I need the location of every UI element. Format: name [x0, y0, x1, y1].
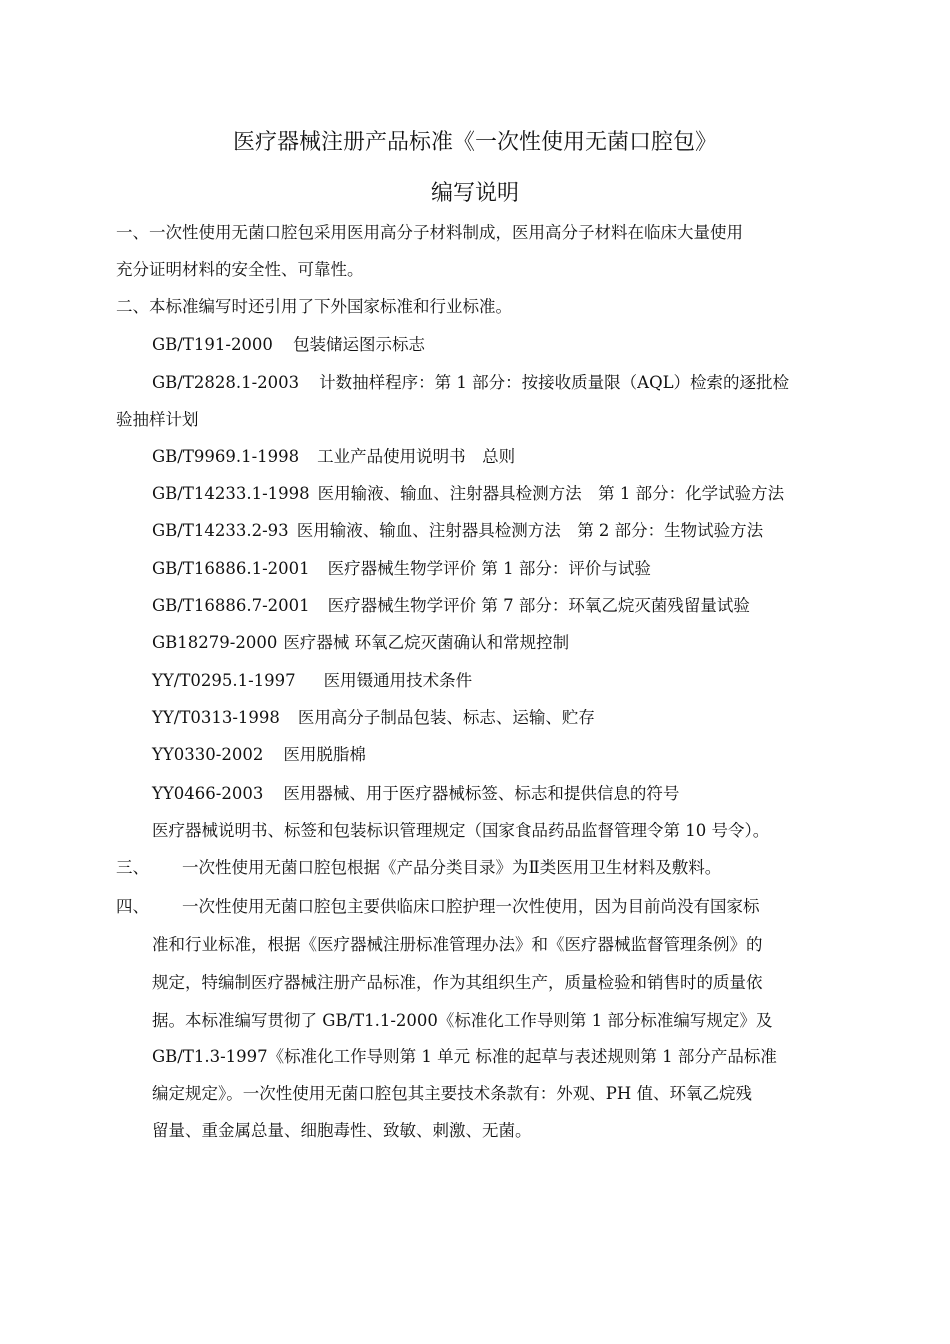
- section4-line: GB/T1.3-1997《标准化工作导则第 1 单元 标准的起草与表述规则第 1 部分产品标准: [152, 1047, 777, 1066]
- standard-item: [152, 520, 763, 542]
- standard-item: [152, 595, 750, 617]
- standard-item: [152, 483, 784, 505]
- standard-name: 医疗器械 环氧乙烷灭菌确认和常规控制: [283, 633, 570, 652]
- standard-name: 医用输液、输血、注射器具检测方法 第 1 部分：化学试验方法: [317, 484, 785, 503]
- standard-name: 医用器械、用于医疗器械标签、标志和提供信息的符号: [283, 784, 680, 803]
- standard-name: 包装储运图示标志: [292, 335, 425, 354]
- standard-code: YY0330-2002: [152, 745, 264, 764]
- standard-code: GB/T16886.1-2001: [152, 559, 310, 578]
- standard-code: YY0466-2003: [152, 784, 264, 803]
- standard-code: GB/T191-2000: [152, 335, 273, 354]
- standard-name: 工业产品使用说明书 总则: [317, 447, 516, 466]
- section4-line: 规定，特编制医疗器械注册产品标准，作为其组织生产，质量检验和销售时的质量依: [152, 973, 763, 992]
- standard-code: YY/T0295.1-1997: [152, 671, 296, 690]
- section4-line: 一次性使用无菌口腔包主要供临床口腔护理一次性使用，因为目前尚没有国家标: [182, 897, 760, 916]
- standard-name: 医用镊通用技术条件: [323, 671, 473, 690]
- section4-line: 据。本标准编写贯彻了 GB/T1.1-2000《标准化工作导则第 1 部分标准编写规定》及: [152, 1011, 773, 1030]
- standard-name: 医疗器械生物学评价 第 1 部分：评价与试验: [327, 559, 651, 578]
- section4-number: 四、: [116, 897, 149, 916]
- section4-line: 准和行业标准，根据《医疗器械注册标准管理办法》和《医疗器械监督管理条例》的: [152, 935, 763, 954]
- document-title: 医疗器械注册产品标准《一次性使用无菌口腔包》: [232, 130, 717, 155]
- standard-item: [152, 558, 651, 580]
- standard-code: GB/T9969.1-1998: [152, 447, 300, 466]
- standard-item: [152, 707, 595, 729]
- section4-line: 编定规定》。一次性使用无菌口腔包其主要技术条款有：外观、PH 值、环氧乙烷残: [152, 1084, 752, 1103]
- standard-code: GB18279-2000: [152, 633, 278, 652]
- standard-code: GB/T14233.2-93: [152, 521, 289, 540]
- standard-code: GB/T14233.1-1998: [152, 484, 310, 503]
- standard-code: GB/T2828.1-2003: [152, 373, 300, 392]
- regulation-line: 医疗器械说明书、标签和包装标识管理规定（国家食品药品监督管理令第 10 号令）。: [152, 821, 770, 840]
- section4-line: 留量、重金属总量、细胞毒性、致敏、刺激、无菌。: [152, 1121, 532, 1140]
- standard-name-continued: 验抽样计划: [116, 410, 199, 429]
- section1-line1: 一、一次性使用无菌口腔包采用医用高分子材料制成，医用高分子材料在临床大量使用: [116, 223, 743, 242]
- standard-item: [152, 670, 472, 692]
- standard-name: 计数抽样程序：第 1 部分：按接收质量限（AQL）检索的逐批检: [319, 373, 790, 392]
- standard-name: 医用输液、输血、注射器具检测方法 第 2 部分：生物试验方法: [296, 521, 764, 540]
- standard-item: [152, 632, 569, 654]
- section3-text: 一次性使用无菌口腔包根据《产品分类目录》为Ⅱ类医用卫生材料及敷料。: [182, 858, 722, 877]
- document-subtitle: 编写说明: [430, 181, 519, 206]
- section3-number: 三、: [116, 858, 149, 877]
- standard-item: [152, 744, 366, 766]
- standard-item: [152, 334, 425, 356]
- standard-code: YY/T0313-1998: [152, 708, 280, 727]
- standard-name: 医疗器械生物学评价 第 7 部分：环氧乙烷灭菌残留量试验: [327, 596, 750, 615]
- section1-line2: 充分证明材料的安全性、可靠性。: [116, 260, 364, 279]
- standard-item: [152, 372, 789, 394]
- standard-name: 医用高分子制品包装、标志、运输、贮存: [297, 708, 595, 727]
- standard-name: 医用脱脂棉: [283, 745, 366, 764]
- section2-intro: 二、本标准编写时还引用了下外国家标准和行业标准。: [116, 297, 512, 316]
- standard-item: [152, 446, 515, 468]
- standard-code: GB/T16886.7-2001: [152, 596, 310, 615]
- standard-item: [152, 783, 679, 805]
